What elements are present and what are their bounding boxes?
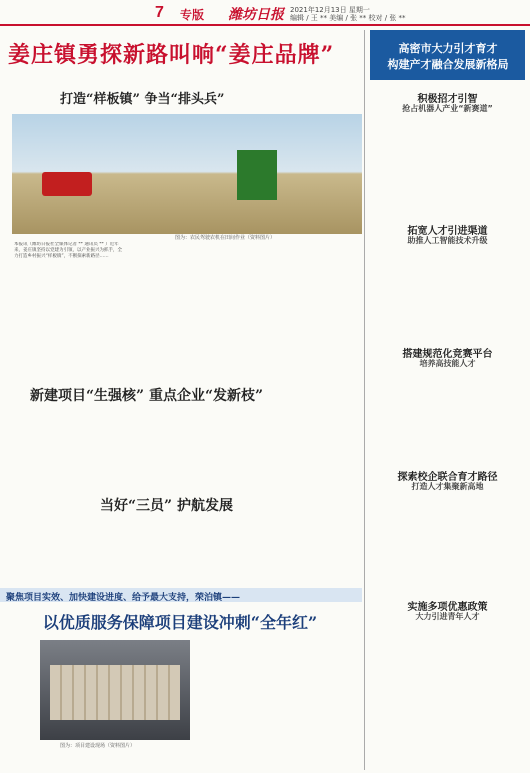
section2-headline: 新建项目“生强核” 重点企业“发新枝”	[30, 388, 264, 404]
banner-line2: 构建产才融合发展新格局	[387, 58, 509, 71]
sidebar-head-1: 积极招才引智	[417, 94, 478, 105]
bottom-kicker-bar	[0, 588, 362, 602]
sidebar-sub-4: 打造人才集聚新高地	[411, 482, 484, 491]
editor-line: 编辑 / 王 ** 美编 / 张 ** 校对 / 张 **	[290, 14, 406, 22]
sidebar-sub-2: 助推人工智能技术升级	[407, 236, 488, 245]
banner-line1: 高密市大力引才育才	[398, 42, 498, 55]
lead-photo	[12, 114, 362, 234]
page-number: 7	[155, 4, 164, 21]
sidebar-head-4: 探索校企联合育才路径	[397, 472, 498, 483]
bottom-photo-caption: 图为：项目建设现场（资料图片）	[60, 743, 136, 749]
sidebar-head-2: 拓宽人才引进渠道	[407, 226, 488, 237]
lead-photo-caption: 图为：农民驾驶农机在田间作业（资料图片）	[175, 235, 276, 241]
bottom-headline: 以优质服务保障项目建设冲刺“全年红”	[42, 613, 318, 632]
section3-headline: 当好“三员” 护航发展	[100, 498, 233, 514]
sidebar-sub-3: 培养高技能人才	[419, 359, 476, 368]
bottom-photo	[40, 640, 190, 740]
sidebar-sub-5: 大力引进青年人才	[415, 612, 480, 621]
lead-text: 本报讯（潍坊日报社全媒体记者 ** 通讯员 ** ）近年来，姜庄镇坚持以党建为引领，以产业振兴为抓手，全力打造乡村振兴“样板镇”，不断探索新路径……	[14, 242, 122, 259]
sidebar-banner	[370, 30, 525, 80]
warehouse-shape	[50, 665, 180, 720]
section-label: 专版	[180, 8, 205, 22]
date-box	[290, 6, 406, 22]
bottom-kicker: 聚焦项目实效、加快建设进度、给予最大支持，荣泊镇——	[6, 593, 241, 603]
paper-name: 潍坊日报	[228, 7, 284, 23]
lead-subhead: 打造“样板镇” 争当“排头兵”	[60, 92, 225, 107]
tractor-shape	[42, 172, 92, 196]
sidebar-sub-1: 抢占机器人产业“新赛道”	[402, 104, 493, 113]
sidebar-head-5: 实施多项优惠政策	[407, 602, 488, 613]
issue-date: 2021年12月13日 星期一	[290, 6, 370, 14]
sidebar-head-3: 搭建规范化竞赛平台	[402, 349, 493, 360]
lead-headline: 姜庄镇勇探新路叫响“姜庄品牌”	[8, 42, 335, 68]
column-rule	[364, 30, 365, 770]
sprayer-shape	[237, 150, 277, 200]
